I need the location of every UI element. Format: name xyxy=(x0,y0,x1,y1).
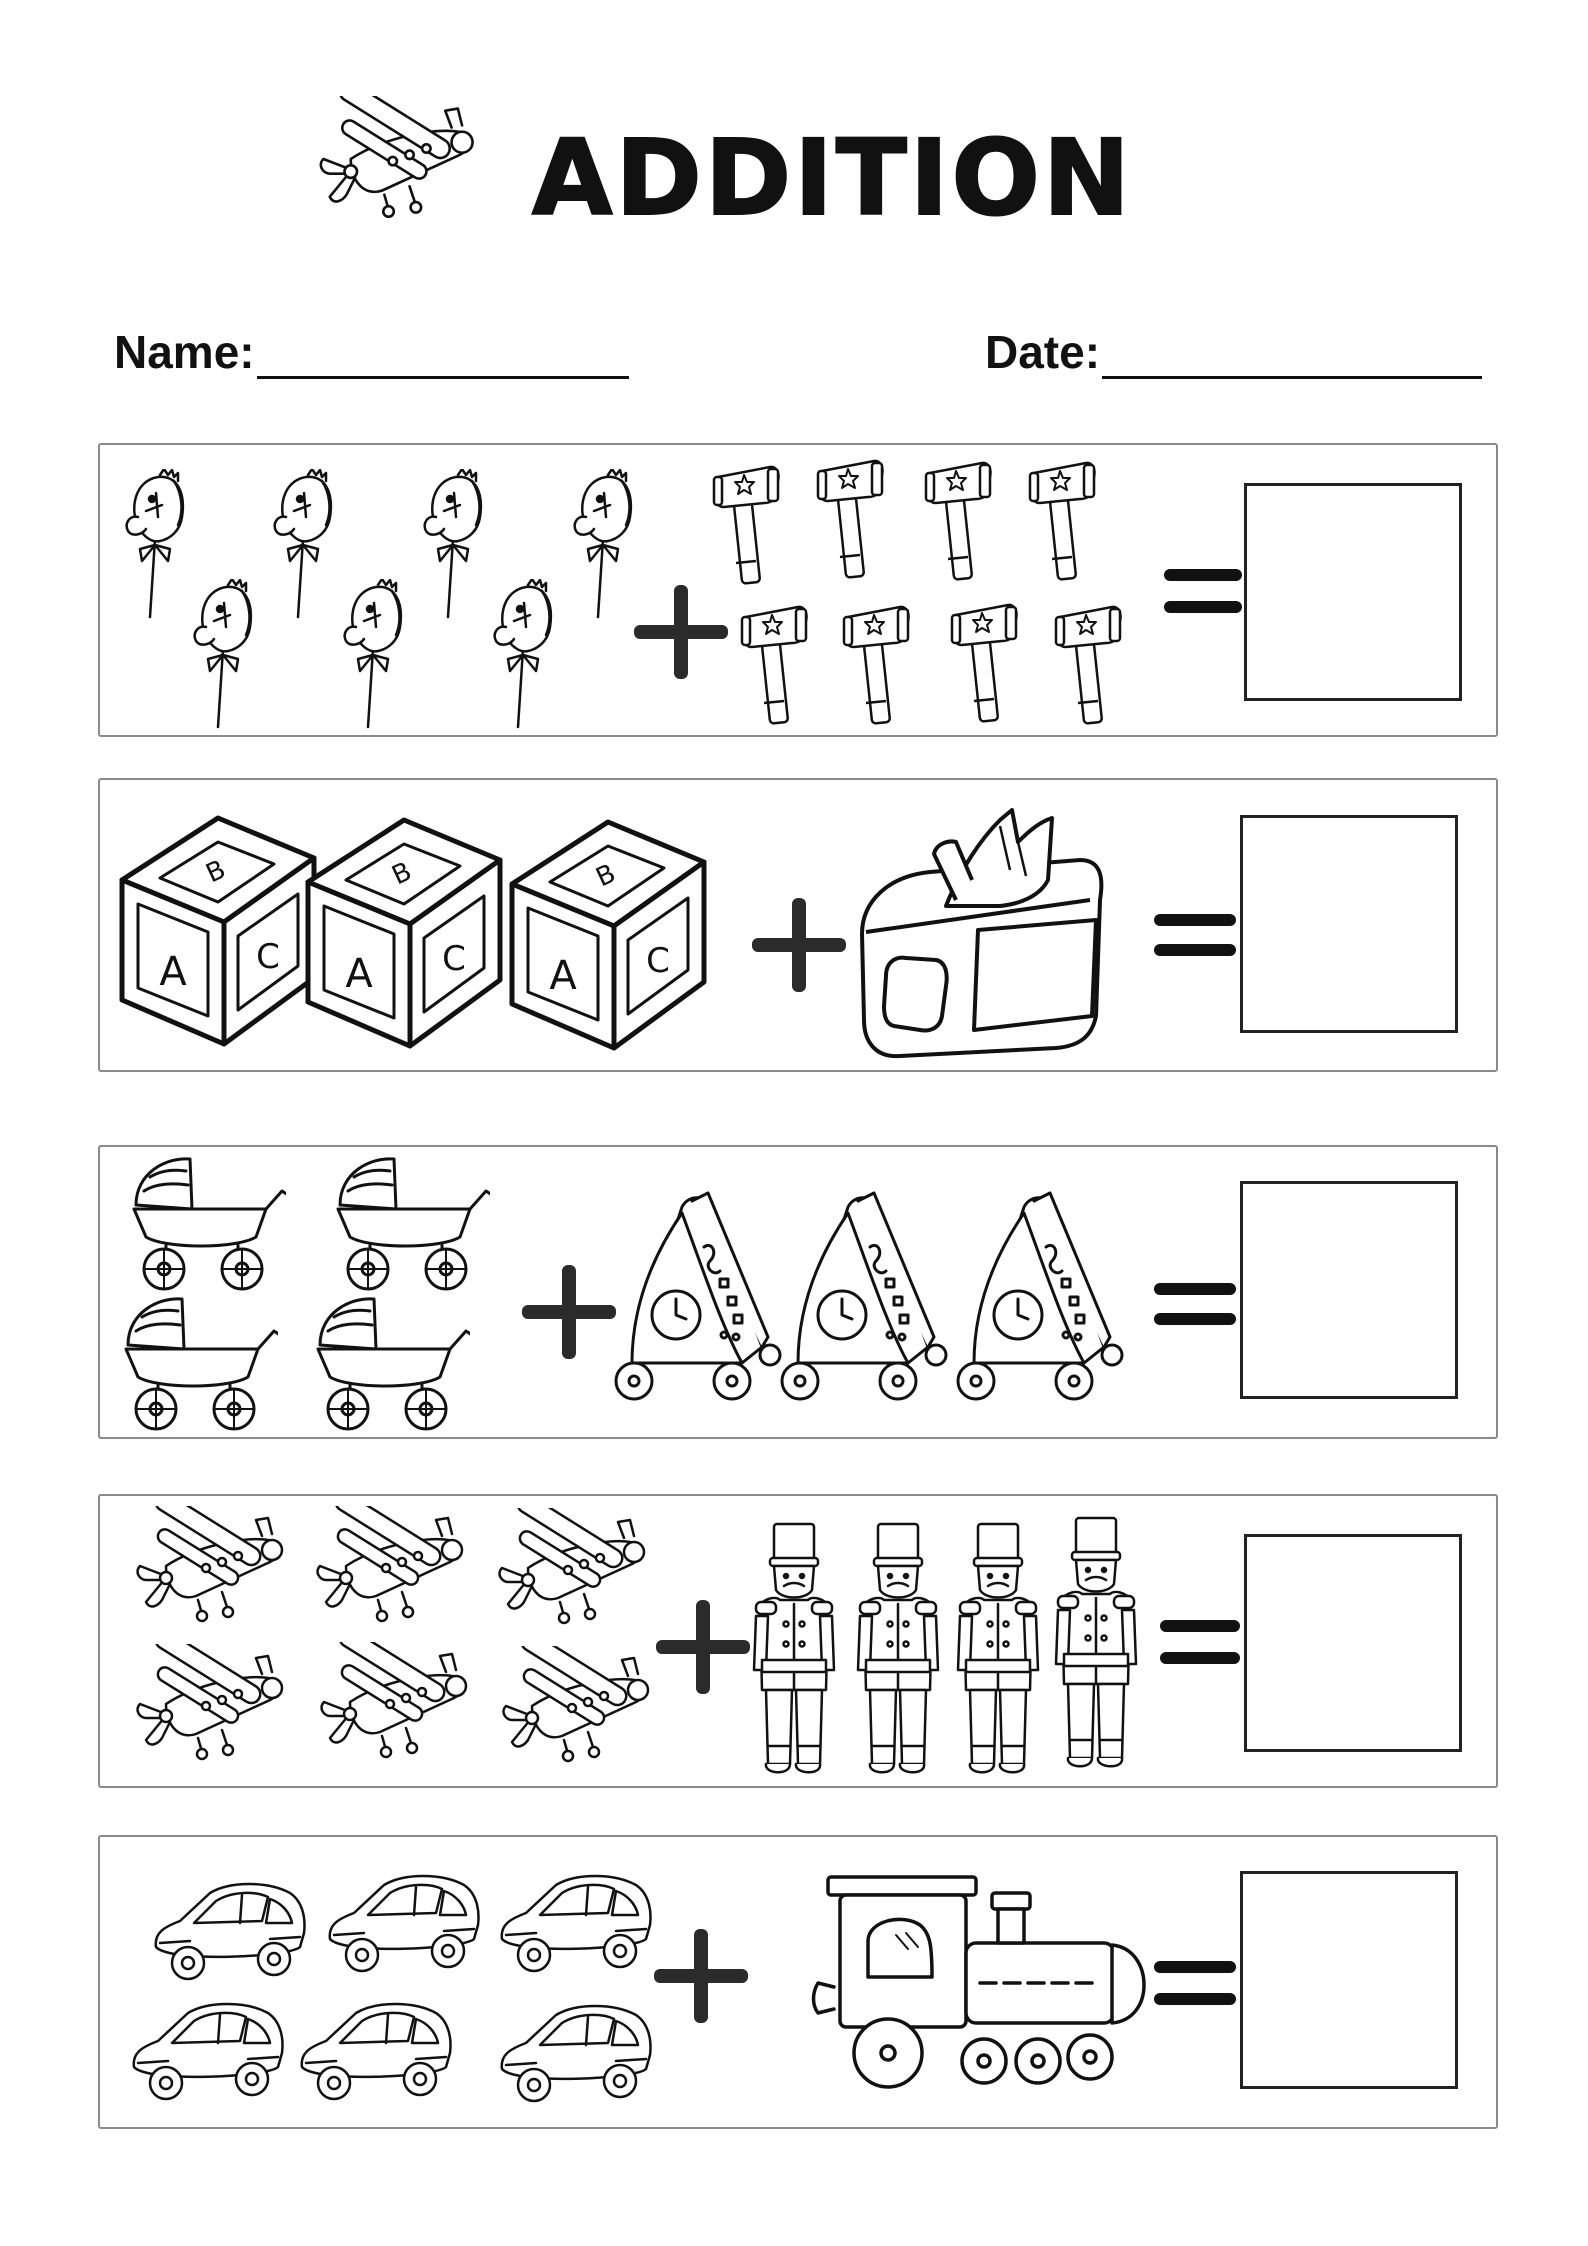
answer-box[interactable] xyxy=(1240,1871,1458,2089)
problem-5 xyxy=(98,1835,1498,2129)
toy-car-icon xyxy=(156,1884,305,1979)
baby-stroller-icon xyxy=(338,1159,492,1289)
equals-icon xyxy=(1154,1283,1236,1325)
toy-hammer-icon xyxy=(818,461,883,578)
activity-walker-icon xyxy=(782,1193,946,1399)
toy-train-icon xyxy=(814,1877,1145,2087)
activity-walker-group xyxy=(616,1193,1122,1399)
toy-hammer-icon xyxy=(742,607,807,724)
activity-walker-icon xyxy=(616,1193,780,1399)
hobby-horse-group xyxy=(127,469,631,727)
toy-hammer-icon xyxy=(952,605,1017,722)
toy-airplane-icon xyxy=(138,1628,282,1759)
toy-car-icon xyxy=(502,2006,651,2101)
problem-3 xyxy=(98,1145,1498,1439)
hobby-horse-icon xyxy=(495,579,551,727)
plus-icon xyxy=(752,898,846,992)
toy-car-icon xyxy=(134,2004,283,2099)
airplane-icon xyxy=(318,96,478,222)
toy-airplane-group xyxy=(138,1496,648,1761)
hobby-horse-icon xyxy=(127,469,183,617)
toy-airplane-icon xyxy=(500,1496,644,1623)
hobby-horse-icon xyxy=(425,469,481,617)
baby-stroller-group xyxy=(126,1159,492,1429)
baby-stroller-icon xyxy=(318,1299,472,1429)
name-blank[interactable] xyxy=(257,334,629,379)
toy-hammer-group xyxy=(714,461,1121,724)
toy-car-icon xyxy=(502,1876,651,1971)
toy-airplane-icon xyxy=(322,1626,466,1757)
hobby-horse-icon xyxy=(345,579,401,727)
toy-hammer-icon xyxy=(1056,607,1121,724)
answer-box[interactable] xyxy=(1240,815,1458,1033)
baby-stroller-icon xyxy=(126,1299,280,1429)
plus-icon xyxy=(656,1600,750,1694)
toy-car-icon xyxy=(302,2004,451,2099)
name-field[interactable] xyxy=(114,325,629,379)
abc-block-group xyxy=(122,818,704,1048)
date-blank[interactable] xyxy=(1102,334,1482,379)
plus-icon xyxy=(634,585,728,679)
plus-icon xyxy=(654,1929,748,2023)
equals-icon xyxy=(1164,569,1242,613)
problem-1 xyxy=(98,443,1498,737)
problem-2 xyxy=(98,778,1498,1072)
toy-car-icon xyxy=(330,1876,479,1971)
problem-4 xyxy=(98,1494,1498,1788)
toy-hammer-icon xyxy=(926,463,991,580)
toy-car-group xyxy=(134,1876,651,2101)
abc-block-icon xyxy=(308,820,500,1046)
toy-airplane-icon xyxy=(138,1496,282,1621)
toy-airplane-icon xyxy=(504,1630,648,1761)
hobby-horse-icon xyxy=(275,469,331,617)
date-field[interactable] xyxy=(985,325,1482,379)
toy-soldier-icon xyxy=(1056,1518,1136,1766)
answer-box[interactable] xyxy=(1240,1181,1458,1399)
toy-soldier-icon xyxy=(858,1524,938,1772)
toy-soldier-icon xyxy=(754,1524,834,1772)
equals-icon xyxy=(1154,914,1236,956)
plus-icon xyxy=(522,1265,616,1359)
toy-soldier-icon xyxy=(958,1524,1038,1772)
page-title: ADDITION xyxy=(532,117,1133,239)
toy-hammer-icon xyxy=(714,467,779,584)
toy-soldier-group xyxy=(754,1518,1136,1772)
abc-block-icon xyxy=(122,818,314,1044)
toy-airplane-icon xyxy=(318,1496,462,1621)
hobby-horse-icon xyxy=(195,579,251,727)
tissue-box-icon xyxy=(862,810,1101,1056)
equals-icon xyxy=(1160,1620,1240,1664)
baby-stroller-icon xyxy=(134,1159,288,1289)
hobby-horse-icon xyxy=(575,469,631,617)
answer-box[interactable] xyxy=(1244,483,1462,701)
answer-box[interactable] xyxy=(1244,1534,1462,1752)
abc-block-icon xyxy=(512,822,704,1048)
toy-hammer-icon xyxy=(844,607,909,724)
activity-walker-icon xyxy=(958,1193,1122,1399)
equals-icon xyxy=(1154,1961,1236,2005)
toy-hammer-icon xyxy=(1030,463,1095,580)
date-label: Date: xyxy=(985,326,1101,378)
name-label: Name: xyxy=(114,326,255,378)
